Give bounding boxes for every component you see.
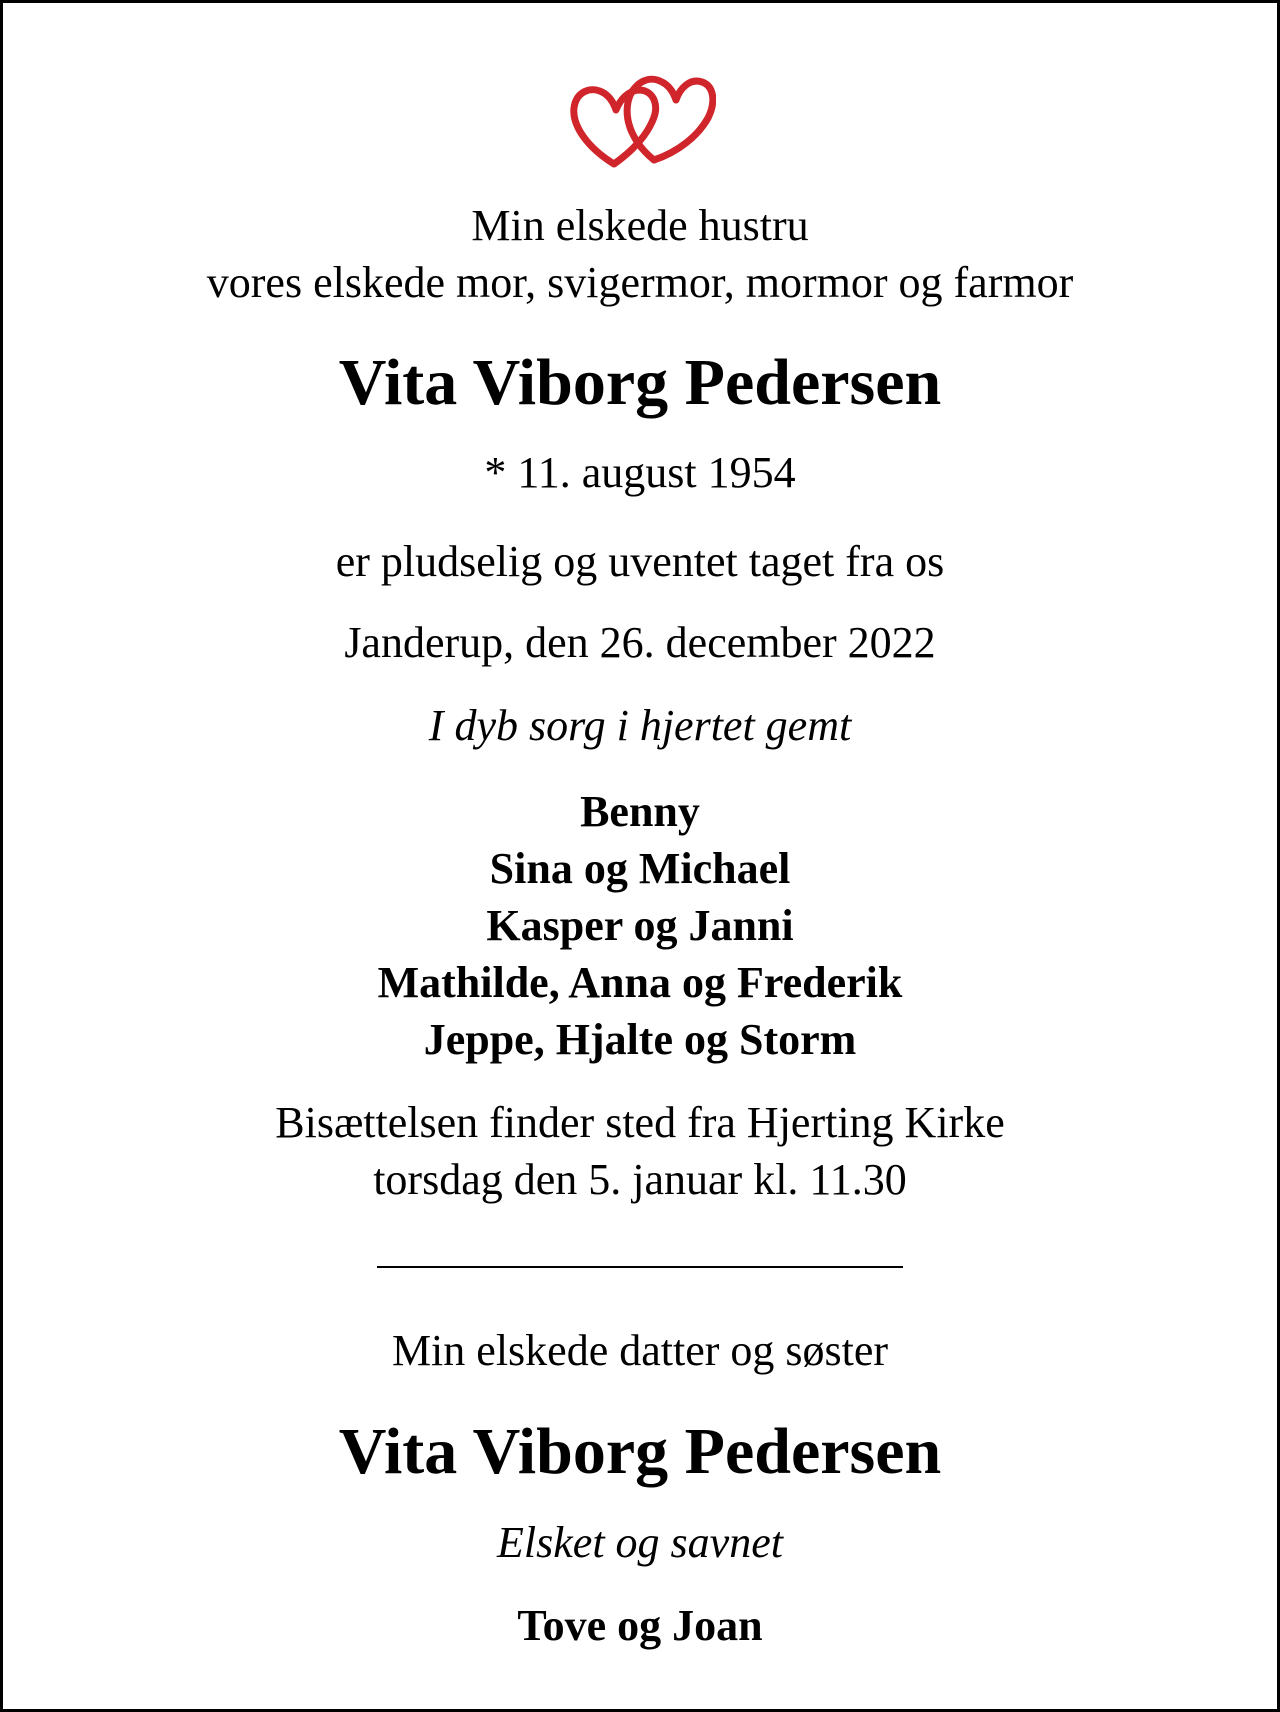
mourner-name: Kasper og Janni bbox=[486, 901, 794, 950]
mourner-name: Mathilde, Anna og Frederik bbox=[377, 958, 903, 1007]
second-notice-tribute: Elsket og savnet bbox=[497, 1518, 783, 1567]
death-statement: er pludselig og uventet taget fra os bbox=[335, 537, 945, 586]
place-and-date: Janderup, den 26. december 2022 bbox=[344, 618, 936, 667]
second-notice-intro: Min elskede datter og søster bbox=[391, 1326, 889, 1375]
mourner-name: Sina og Michael bbox=[489, 844, 791, 893]
funeral-info-line-2: torsdag den 5. januar kl. 11.30 bbox=[373, 1155, 907, 1204]
intro-line-2: vores elskede mor, svigermor, mormor og farmor bbox=[206, 258, 1074, 307]
interlocking-hearts-icon bbox=[568, 60, 716, 172]
birth-date: * 11. august 1954 bbox=[484, 448, 796, 497]
intro-line-1: Min elskede hustru bbox=[471, 201, 809, 250]
mourner-name: Benny bbox=[580, 787, 700, 836]
second-notice-name: Vita Viborg Pedersen bbox=[338, 1415, 942, 1488]
funeral-info-line-1: Bisættelsen finder sted fra Hjerting Kirke bbox=[275, 1098, 1005, 1147]
section-divider bbox=[377, 1266, 903, 1268]
mourner-name: Jeppe, Hjalte og Storm bbox=[423, 1015, 857, 1064]
second-notice-signature: Tove og Joan bbox=[517, 1601, 763, 1650]
sorrow-verse: I dyb sorg i hjertet gemt bbox=[428, 701, 852, 750]
deceased-name: Vita Viborg Pedersen bbox=[338, 346, 942, 419]
